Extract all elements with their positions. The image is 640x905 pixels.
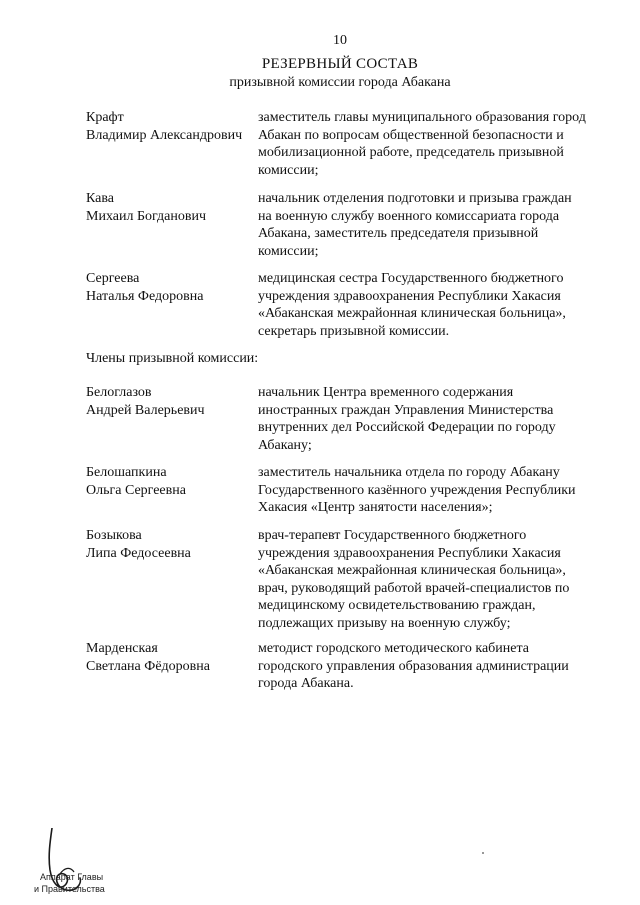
page-number: 10: [333, 33, 347, 48]
role-line: «Абаканская межрайонная клиническая больница»,: [258, 563, 566, 578]
role-line: «Абаканская межрайонная клиническая больница»,: [258, 306, 566, 321]
role-line: Абакан по вопросам общественной безопасности и: [258, 127, 564, 143]
member-role: [258, 190, 588, 260]
member-given-names: Светлана Фёдоровна: [86, 658, 210, 674]
role-line: заместитель главы муниципального образования город: [258, 110, 586, 125]
member-name: [86, 384, 256, 419]
member-given-names: Липа Федосеевна: [86, 545, 191, 561]
role-line: медицинскому освидетельствованию граждан,: [258, 598, 536, 613]
role-line: подлежащих призыву на военную службу;: [258, 615, 511, 631]
role-line: городского управления образования администрации: [258, 658, 569, 674]
document-title: РЕЗЕРВНЫЙ СОСТАВ: [261, 56, 419, 72]
role-line: учреждения здравоохранения Республики Хакасия: [258, 545, 561, 561]
role-line: внутренних дел Российской Федерации по городу: [258, 420, 556, 435]
member-name: [86, 527, 256, 562]
role-line: города Абакана.: [258, 676, 354, 691]
signature-caption: и Правительства: [34, 884, 105, 894]
member-surname: Белоглазов: [86, 385, 152, 400]
member-role: [258, 464, 588, 517]
member-surname: Сергеева: [86, 271, 140, 286]
role-line: иностранных граждан Управления Министерства: [258, 402, 554, 418]
member-role: [258, 527, 588, 632]
member-surname: Кава: [86, 191, 115, 206]
role-line: заместитель начальника отдела по городу Абакану: [258, 465, 560, 480]
role-line: начальник Центра временного содержания: [258, 385, 514, 400]
member-surname: Белошапкина: [86, 465, 167, 480]
role-line: учреждения здравоохранения Республики Хакасия: [258, 288, 561, 304]
document-subtitle: призывной комиссии города Абакана: [229, 75, 451, 90]
member-surname: Крафт: [86, 110, 124, 125]
signature-caption: Аппарат Главы: [40, 872, 104, 882]
member-role: [258, 109, 588, 179]
member-surname: Бозыкова: [86, 528, 142, 543]
role-line: Абакана, заместитель председателя призывной: [258, 226, 539, 241]
role-line: врач-терапевт Государственного бюджетного: [258, 528, 527, 543]
member-given-names: Андрей Валерьевич: [86, 402, 205, 418]
member-name: [86, 190, 256, 225]
role-line: секретарь призывной комиссии.: [258, 323, 450, 339]
role-line: комиссии;: [258, 243, 319, 259]
member-name: [86, 640, 256, 675]
role-line: комиссии;: [258, 162, 319, 178]
member-role: [258, 640, 588, 693]
role-line: Абакану;: [258, 437, 312, 453]
role-line: врач, руководящий работой врачей-специалистов по: [258, 580, 570, 596]
role-line: начальник отделения подготовки и призыва граждан: [258, 191, 572, 206]
member-name: [86, 464, 256, 499]
role-line: Хакасия «Центр занятости населения»;: [258, 500, 493, 515]
member-name: [86, 270, 256, 305]
role-line: Государственного казённого учреждения Республики: [258, 482, 576, 498]
member-given-names: Владимир Александрович: [86, 127, 243, 143]
role-line: на военную службу военного комиссариата города: [258, 208, 560, 224]
member-role: [258, 270, 588, 340]
member-given-names: Наталья Федоровна: [86, 288, 204, 304]
member-role: [258, 384, 588, 454]
member-given-names: Ольга Сергеевна: [86, 482, 186, 498]
role-line: медицинская сестра Государственного бюджетного: [258, 271, 564, 286]
role-line: мобилизационной работе, председатель призывной: [258, 145, 564, 160]
role-line: методист городского методического кабинета: [258, 641, 530, 656]
scan-speck: [482, 852, 484, 854]
member-given-names: Михаил Богданович: [86, 208, 207, 224]
members-heading: Члены призывной комиссии:: [86, 351, 259, 366]
member-surname: Марденская: [86, 641, 158, 656]
member-name: [86, 109, 256, 144]
